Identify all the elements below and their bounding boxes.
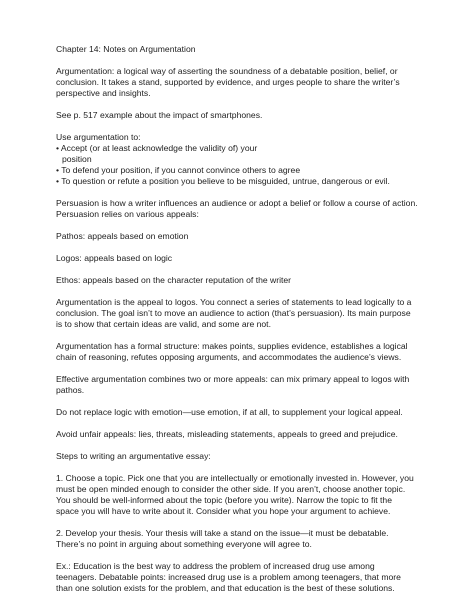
- text-line: Argumentation: a logical way of asserting the soundness of a debatable position, belief, or: [56, 66, 398, 76]
- step-1-paragraph: [56, 473, 424, 517]
- text-line: Argumentation is the appeal to logos. You connect a series of statements to lead logically to a: [56, 297, 412, 307]
- ethos-definition: Ethos: appeals based on the character reputation of the writer: [56, 275, 292, 285]
- formal-structure-paragraph: [56, 341, 424, 363]
- text-line: Persuasion is how a writer influences an audience or adopt a belief or follow a course of action.: [56, 198, 418, 208]
- list-item: • Accept (or at least acknowledge the validity of) your: [56, 143, 258, 153]
- text-line: Argumentation has a formal structure: makes points, supplies evidence, establishes a logical: [56, 341, 408, 351]
- effective-argumentation-paragraph: [56, 374, 424, 396]
- uses-heading: Use argumentation to:: [56, 132, 141, 142]
- text-line: conclusion. The goal isn’t to move an audience to action (that’s persuasion). Its main purpose: [56, 308, 411, 318]
- logos-definition: Logos: appeals based on logic: [56, 253, 173, 263]
- chapter-title: Chapter 14: Notes on Argumentation: [56, 44, 196, 54]
- text-line: teenagers. Debatable points: increased drug use is a problem among teenagers, that more: [56, 572, 401, 582]
- step-2-paragraph: [56, 528, 424, 550]
- list-item: • To defend your position, if you cannot convince others to agree: [56, 165, 301, 175]
- persuasion-paragraph: [56, 198, 424, 220]
- text-line: must be open minded enough to consider the other side. If you aren’t, choose another topic.: [56, 484, 406, 494]
- text-line: There’s no point in arguing about something everyone will agree to.: [56, 539, 312, 549]
- text-line: Persuasion relies on various appeals:: [56, 209, 199, 219]
- do-not-replace-note: Do not replace logic with emotion—use emotion, if at all, to supplement your logical appeal.: [56, 407, 403, 417]
- text-line: space you will have to write about it. Consider what you hope your argument to achieve.: [56, 506, 391, 516]
- text-line: pathos.: [56, 385, 85, 395]
- text-line: chain of reasoning, refutes opposing arguments, and accommodates the audience’s views.: [56, 352, 402, 362]
- avoid-unfair-appeals-note: Avoid unfair appeals: lies, threats, misleading statements, appeals to greed and prejudice.: [56, 429, 398, 439]
- example-paragraph: [56, 561, 424, 594]
- text-line: 2. Develop your thesis. Your thesis will take a stand on the issue—it must be debatable.: [56, 528, 389, 538]
- list-item: • To question or refute a position you believe to be misguided, untrue, dangerous or evil.: [56, 176, 390, 186]
- text-line: Effective argumentation combines two or more appeals: can mix primary appeal to logos with: [56, 374, 410, 384]
- text-line: 1. Choose a topic. Pick one that you are intellectually or emotionally invested in. However, you: [56, 473, 414, 483]
- text-line: perspective and insights.: [56, 88, 151, 98]
- uses-list: [56, 132, 424, 187]
- text-line: conclusion. It takes a stand, supported by evidence, and urges people to share the writer’s: [56, 77, 400, 87]
- pathos-definition: Pathos: appeals based on emotion: [56, 231, 189, 241]
- text-line: is to show that certain ideas are valid, and some are not.: [56, 319, 271, 329]
- appeal-to-logos-paragraph: [56, 297, 424, 330]
- see-example-note: See p. 517 example about the impact of smartphones.: [56, 110, 263, 120]
- steps-heading: Steps to writing an argumentative essay:: [56, 451, 211, 461]
- text-line: You should be well-informed about the topic (before you write). Narrow the topic to fit the: [56, 495, 392, 505]
- text-line: than one solution exists for the problem, and that education is the best of these solutions.: [56, 583, 395, 593]
- text-line: Ex.: Education is the best way to address the problem of increased drug use among: [56, 561, 375, 571]
- list-item-continuation: position: [62, 154, 92, 164]
- argumentation-definition: [56, 66, 424, 99]
